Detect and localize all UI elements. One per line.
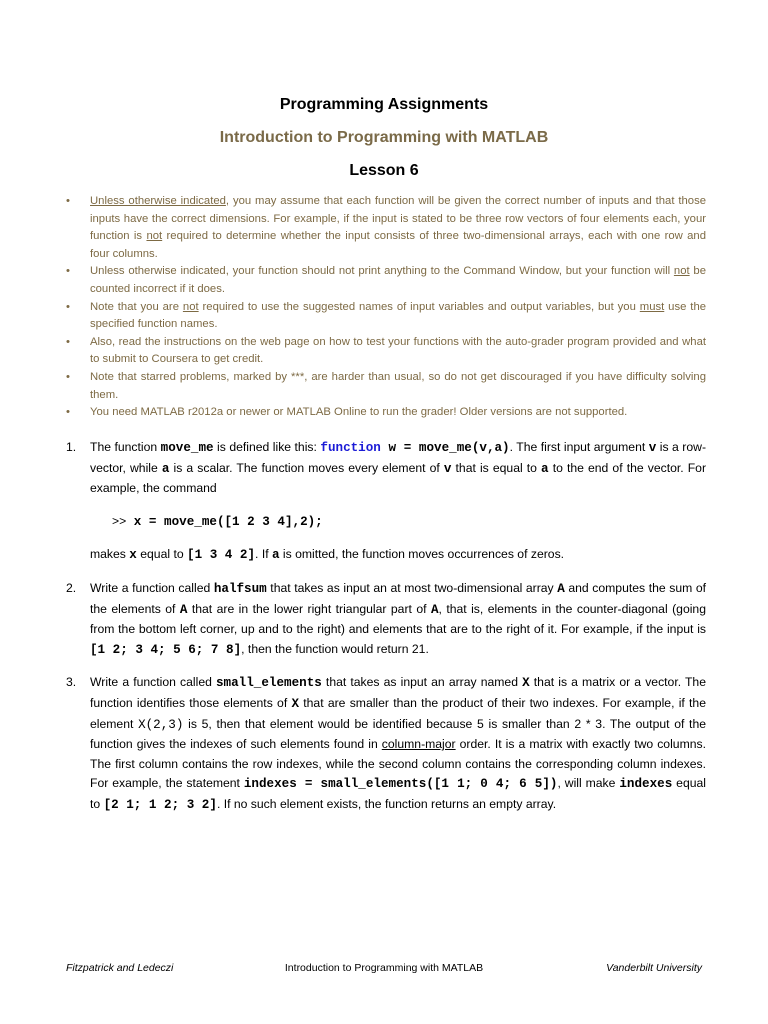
problem-1 [66, 438, 706, 566]
problem-list [66, 438, 706, 829]
instruction-item: • Unless otherwise indicated, you may assume that each function will be given the correct number of inputs and that those inputs have the correct dimensions. For example, if the input is stated to be three row vectors of four elements each, your function is not required to determine whether the input consists of three two-dimensional arrays, each with one row and four columns. [66, 193, 706, 263]
footer-university: Vanderbilt University [606, 962, 702, 974]
instruction-item: • You need MATLAB r2012a or newer or MATLAB Online to run the grader! Older versions are not supported. [66, 404, 706, 422]
page-footer [66, 962, 702, 978]
instruction-item: • Note that starred problems, marked by ***, are harder than usual, so do not get discouraged if you have difficulty solving them. [66, 369, 706, 404]
problem-text: makes x equal to [1 3 4 2]. If a is omitted, the function moves occurrences of zeros. [90, 547, 565, 563]
course-subtitle: Introduction to Programming with MATLAB [219, 129, 549, 146]
problem-number: 1. [66, 440, 77, 454]
problem-text: The function move_me is defined like this: function w = move_me(v,a). The first input argument v is a row-vector, while a is a scalar. The function moves every element of v that is equal to a to the end of the vector. For example, the command [90, 440, 707, 496]
lesson-heading: Lesson 6 [349, 162, 419, 179]
problem-2 [66, 579, 706, 660]
instruction-item: • Unless otherwise indicated, your function should not print anything to the Command Window, but your function will not be counted incorrect if it does. [66, 263, 706, 298]
problem-number: 2. [66, 580, 77, 595]
footer-authors: Fitzpatrick and Ledeczi [66, 962, 174, 974]
example-command: >> x = move_me([1 2 3 4],2); [112, 513, 323, 529]
problem-3 [66, 673, 706, 815]
instructions-list [66, 193, 706, 422]
problem-number: 3. [66, 675, 77, 690]
instruction-item: • Also, read the instructions on the web page on how to test your functions with the auto-grader program provided and what to submit to Coursera to get credit. [66, 334, 706, 369]
problem-text: Write a function called small_elements that takes as input an array named X that is a matrix or a vector. The function identifies those elements of X that are smaller than the product of their two indexes. For example, if the element X(2,3) is 5, then that element would be identified because 5 is smaller than 2 * 3. The output of the function gives the indexes of such elements found in column-major order. It is a matrix with exactly two columns. The first column contains the row indexes, while the second column contains the corresponding column indexes. For example, the statement indexes = small_elements([1 1; 0 4; 6 5]), will make indexes equal to [2 1; 1 2; 3 2]. If no such element exists, the function returns an empty array. [90, 675, 707, 812]
page-title: Programming Assignments [279, 96, 489, 113]
instruction-item: • Note that you are not required to use the suggested names of input variables and output variables, but you must use the specified function names. [66, 299, 706, 334]
footer-course: Introduction to Programming with MATLAB [284, 962, 484, 974]
problem-text: Write a function called halfsum that takes as input an at most two-dimensional array A and computes the sum of the elements of A that are in the lower right triangular part of A, that is, elements in the counter-diagonal (going from the bottom left corner, up and to the right) and elements that are to the right of it. For example, if the input is [1 2; 3 4; 5 6; 7 8], then the function would return 21. [90, 580, 706, 657]
